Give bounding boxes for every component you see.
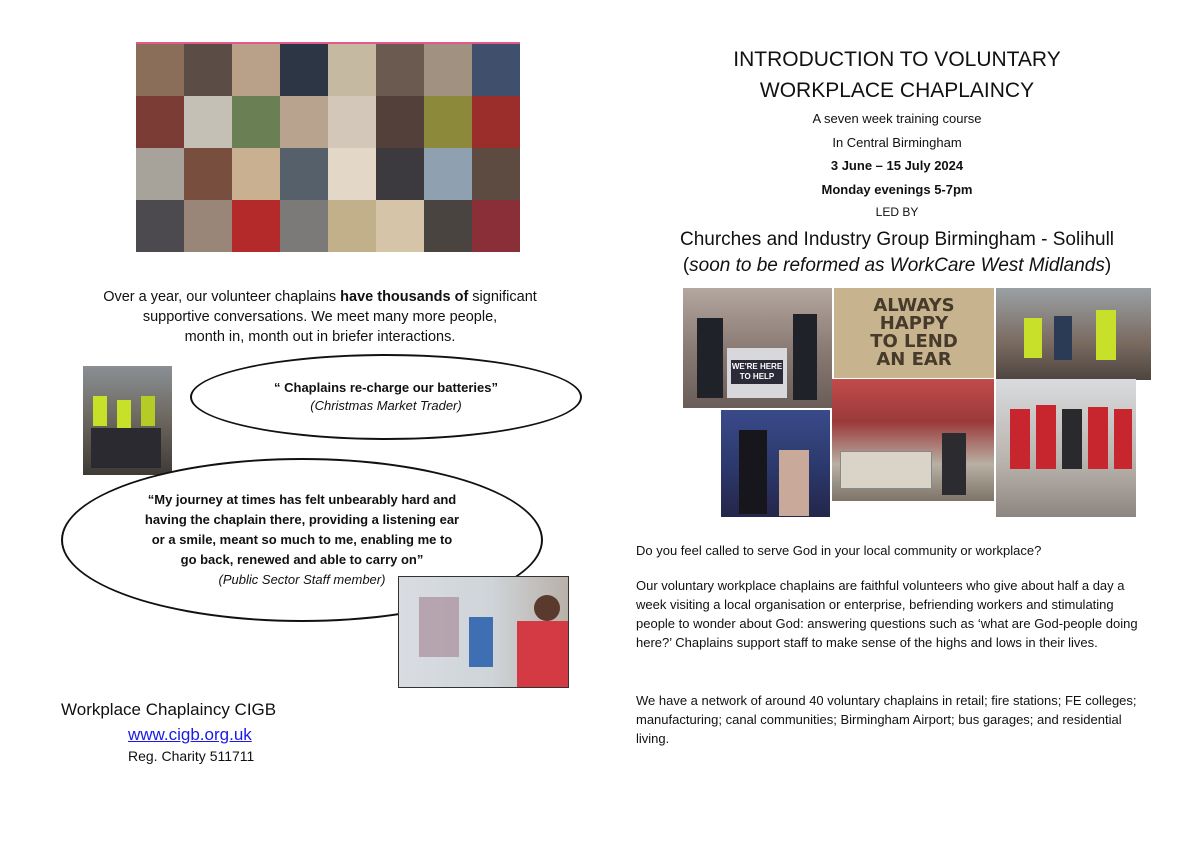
quote-bubble-staff-member: “My journey at times has felt unbearably hard and having the chaplain there, providing a listening ear or a smile, meant so much to me, enabling me to go back, renewed and able to carry on” (Public Sector Staff member) (61, 458, 543, 622)
always-happy-sign: ALWAYS HAPPY TO LEND AN EAR (834, 288, 994, 378)
street-chaplains-photo (996, 288, 1151, 380)
intro-question: Do you feel called to serve God in your local community or workplace? (636, 543, 1042, 558)
course-subtitle: A seven week training course (812, 111, 982, 126)
organiser-name: Churches and Industry Group Birmingham - Solihull (soon to be reformed as WorkCare West Midlands) (679, 229, 1115, 276)
course-dates: 3 June – 15 July 2024 (830, 158, 964, 173)
staff-member-photo (398, 576, 569, 688)
charity-number: Reg. Charity 511711 (128, 748, 255, 764)
course-title: INTRODUCTION TO VOLUNTARY WORKPLACE CHAPLAINCY (733, 48, 1061, 102)
help-desk-photo (683, 288, 832, 408)
staff-red-uniforms-photo (996, 379, 1136, 517)
chaplains-collage-photo (136, 42, 520, 252)
course-details (640, 107, 1154, 225)
intro-text: Over a year, our volunteer chaplains have thousands of significant supportive conversations. We meet many more people, month in, month out in briefer interactions. (103, 289, 537, 345)
cafe-counter-photo (832, 379, 994, 501)
network-description: We have a network of around 40 voluntary chaplains in retail; fire stations; FE colleges; manufacturing; canal communities; Birmingham Airport; bus garages; and residential living. (636, 693, 1137, 746)
quote-text: “ Chaplains re-charge our batteries” (274, 380, 498, 395)
airport-chaplains-photo (721, 410, 830, 517)
quote-attribution: (Christmas Market Trader) (310, 398, 462, 413)
quote-bubble-market-trader (190, 354, 582, 440)
chaplains-description: Our voluntary workplace chaplains are faithful volunteers who give about half a day a week visiting a local organisation or enterprise, befriending workers and stimulating people to wonder about God: answering questions such as ‘what are God-people doing here?’ Chaplains support staff to make sense of the highs and lows in their lives. (636, 578, 1138, 650)
course-location: In Central Birmingham (832, 134, 962, 150)
course-time: Monday evenings 5-7pm (821, 181, 973, 197)
quote-attribution: (Public Sector Staff member) (218, 572, 386, 587)
market-chaplains-photo (83, 366, 172, 475)
led-by-label: LED BY (875, 205, 919, 219)
website-link[interactable]: www.cigb.org.uk (128, 725, 252, 744)
desk-sign: WE'RE HERE TO HELP (731, 360, 783, 384)
org-name: Workplace Chaplaincy CIGB (61, 700, 277, 719)
